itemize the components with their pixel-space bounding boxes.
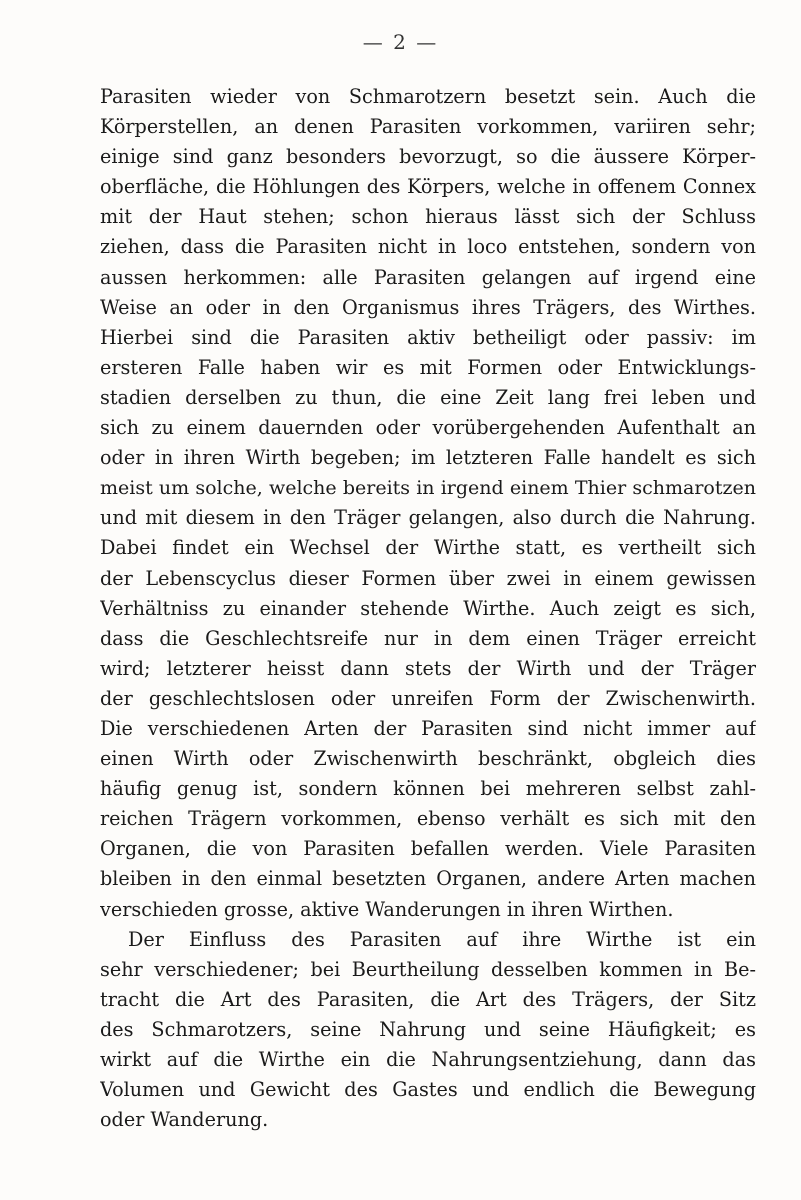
text-line: bleiben in den einmal besetzten Organen, andere Arten machen [100, 867, 756, 891]
text-line: meist um solche, welche bereits in irgend einem Thier schmarotzen [100, 477, 756, 500]
text-line: Weise an oder in den Organismus ihres Trägers, des Wirthes. [100, 295, 756, 319]
text-line: dass die Geschlechtsreife nur in dem einen Träger erreicht [100, 626, 756, 650]
text-line: Parasiten wieder von Schmarotzern besetzt sein. Auch die [100, 85, 756, 108]
text-line: Körperstellen, an denen Parasiten vorkommen, variiren sehr; [100, 115, 756, 139]
text-line: oder Wanderung. [100, 1108, 269, 1132]
page-number: — 2 — [362, 30, 439, 54]
text-line: ziehen, dass die Parasiten nicht in loco entstehen, sondern von [100, 235, 756, 259]
text-line: aussen herkommen: alle Parasiten gelangen auf irgend eine [100, 265, 756, 289]
text-line: Dabei findet ein Wechsel der Wirthe statt, es vertheilt sich [100, 536, 756, 560]
text-line: mit der Haut stehen; schon hieraus lässt sich der Schluss [100, 205, 756, 229]
text-line: der Lebenscyclus dieser Formen über zwei in einem gewissen [100, 566, 756, 590]
text-line: oder in ihren Wirth begeben; im letzteren Falle handelt es sich [100, 446, 756, 470]
text-line: tracht die Art des Parasiten, die Art des Trägers, der Sitz [100, 987, 756, 1011]
text-line: wird; letzterer heisst dann stets der Wirth und der Träger [100, 656, 756, 680]
text-line: ersteren Falle haben wir es mit Formen oder Entwicklungs- [100, 355, 756, 379]
text-line: sehr verschiedener; bei Beurtheilung desselben kommen in Be- [100, 957, 756, 981]
text-line: Der Einfluss des Parasiten auf ihre Wirthe ist ein [128, 927, 756, 951]
text-line: einen Wirth oder Zwischenwirth beschränkt, obgleich dies [100, 747, 756, 771]
text-line: Volumen und Gewicht des Gastes und endlich die Bewegung [100, 1078, 756, 1102]
text-line: wirkt auf die Wirthe ein die Nahrungsentziehung, dann das [100, 1048, 756, 1071]
text-line: Die verschiedenen Arten der Parasiten sind nicht immer auf [100, 716, 756, 740]
text-line: verschieden grosse, aktive Wanderungen in ihren Wirthen. [100, 897, 674, 921]
text-line: Hierbei sind die Parasiten aktiv betheiligt oder passiv: im [100, 325, 756, 349]
text-line: des Schmarotzers, seine Nahrung und seine Häufigkeit; es [100, 1017, 756, 1041]
text-line: sich zu einem dauernden oder vorübergehenden Aufenthalt an [100, 416, 756, 440]
body-text [100, 82, 756, 1135]
text-line: oberfläche, die Höhlungen des Körpers, welche in offenem Connex [100, 175, 756, 199]
text-line: reichen Trägern vorkommen, ebenso verhält es sich mit den [100, 807, 756, 831]
text-line: häufig genug ist, sondern können bei mehreren selbst zahl- [100, 777, 756, 801]
text-line: Verhältniss zu einander stehende Wirthe. Auch zeigt es sich, [100, 596, 756, 620]
text-line: und mit diesem in den Träger gelangen, also durch die Nahrung. [100, 506, 756, 530]
text-line: einige sind ganz besonders bevorzugt, so die äussere Körper- [100, 145, 756, 169]
text-line: der geschlechtslosen oder unreifen Form der Zwischenwirth. [100, 686, 756, 710]
text-line: stadien derselben zu thun, die eine Zeit lang frei leben und [100, 385, 756, 409]
text-line: Organen, die von Parasiten befallen werden. Viele Parasiten [100, 837, 756, 861]
